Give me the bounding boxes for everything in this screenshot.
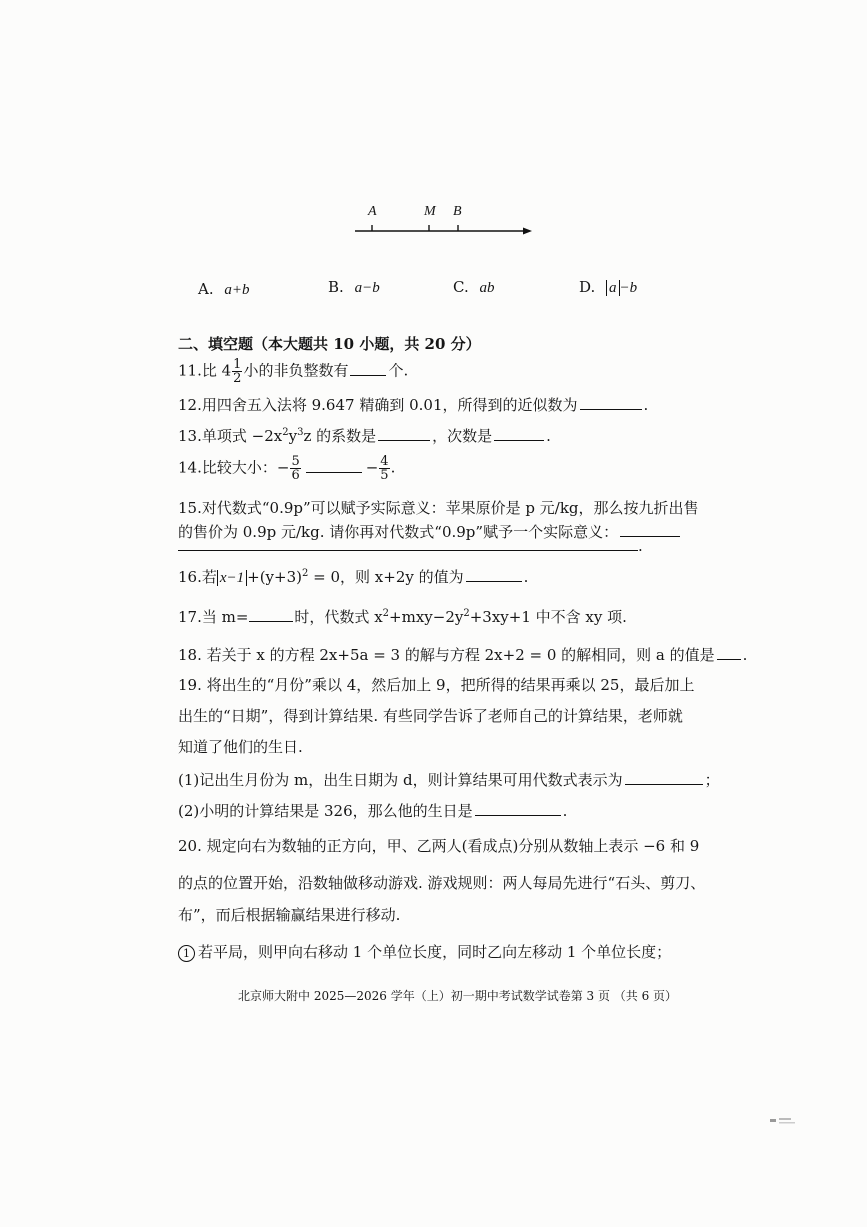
option-d-rest: −b	[619, 280, 638, 296]
option-a	[198, 280, 250, 299]
q19-sub2-end: .	[562, 802, 568, 820]
q16-mid: +(y+3)	[247, 568, 302, 586]
q12-end: .	[643, 396, 649, 414]
point-b-label: B	[453, 204, 462, 219]
question-19-line-2: 出生的“日期”，得到计算结果. 有些同学告诉了老师自己的计算结果，老师就	[178, 707, 683, 725]
point-m-label: M	[424, 204, 436, 219]
q11-end: 个.	[388, 361, 409, 380]
q11-fraction	[232, 358, 242, 385]
q19-sub1-end: ；	[704, 771, 720, 789]
option-a-letter: A.	[198, 280, 214, 298]
point-a-label: A	[368, 204, 377, 219]
option-c	[453, 278, 495, 297]
q16-blank[interactable]	[466, 567, 522, 582]
option-d	[579, 278, 637, 297]
q14-fraction-2	[379, 455, 389, 482]
q16-pre: 16.若	[178, 568, 217, 586]
question-19-sub-2	[178, 801, 567, 820]
question-19-line-1: 19. 将出生的“月份”乘以 4，然后加上 9，把所得的结果再乘以 25，最后加上	[178, 676, 695, 694]
q15-blank-2[interactable]	[178, 536, 638, 551]
q14-minus: −	[365, 458, 379, 477]
option-c-letter: C.	[453, 278, 469, 296]
question-17	[178, 607, 627, 626]
q15-blank-1[interactable]	[620, 522, 680, 537]
q19-sub1-text: (1)记出生月份为 m，出生日期为 d，则计算结果可用代数式表示为	[178, 771, 623, 789]
question-12	[178, 395, 648, 414]
q15-line2-text: 的售价为 0.9p 元/kg. 请你再对代数式“0.9p”赋予一个实际意义：	[178, 523, 619, 541]
number-line-axis	[350, 220, 540, 238]
q11-post: 小的非负整数有	[243, 361, 349, 380]
q14-den-1: 6	[291, 468, 300, 483]
question-19-line-3: 知道了他们的生日.	[178, 738, 303, 756]
q19-blank-2[interactable]	[475, 801, 561, 816]
option-a-expr: a+b	[224, 282, 250, 298]
q17-exp-1: 2	[382, 608, 390, 619]
q11-blank[interactable]	[350, 361, 386, 376]
q16-eq: = 0，则 x+2y 的值为	[308, 568, 464, 586]
section-2-heading: 二、填空题（本大题共 10 小题，共 20 分）	[178, 335, 481, 353]
q18-end: .	[742, 646, 748, 664]
q17-mid: +mxy−2y	[389, 608, 464, 626]
q14-fraction-1	[290, 455, 300, 482]
q13-blank-2[interactable]	[494, 426, 544, 441]
question-20-line-2: 的点的位置开始，沿数轴做移动游戏. 游戏规则：两人每局先进行“石头、剪刀、	[178, 874, 706, 892]
q14-pre: 14.比较大小：−	[178, 458, 290, 477]
question-20-line-3: 布”，而后根据输赢结果进行移动.	[178, 906, 401, 924]
option-d-letter: D.	[579, 278, 596, 296]
question-14	[178, 455, 395, 482]
option-b-expr: a−b	[354, 280, 380, 296]
q13-exp-2: 3	[297, 427, 304, 438]
option-b-letter: B.	[328, 278, 344, 296]
q13-mid: ，次数是	[432, 427, 493, 445]
option-c-expr: ab	[479, 280, 495, 296]
q18-text: 18. 若关于 x 的方程 2x+5a = 3 的解与方程 2x+2 = 0 的解相同，则 a 的值是	[178, 646, 715, 664]
q18-blank[interactable]	[717, 645, 741, 660]
q14-blank[interactable]	[306, 458, 362, 473]
option-d-abs: a	[606, 280, 620, 296]
q14-den-2: 5	[380, 468, 389, 483]
q20-rule1-mark: 1	[178, 945, 195, 962]
question-19-sub-1	[178, 770, 720, 789]
q11-pre: 11.比 4	[178, 361, 232, 380]
page-footer: 北京师大附中 2025—2026 学年（上）初一期中考试数学试卷第 3 页 （共 6 页）	[238, 989, 678, 1003]
q16-abs: x−1	[217, 570, 247, 586]
q14-num-1: 5	[291, 454, 300, 469]
q17-end: +3xy+1 中不含 xy 项.	[469, 608, 627, 626]
question-15-line-3	[178, 536, 643, 555]
question-15-line-1: 15.对代数式“0.9p”可以赋予实际意义：苹果原价是 p 元/kg，那么按九折出售	[178, 499, 699, 517]
q19-blank-1[interactable]	[625, 770, 703, 785]
question-16	[178, 567, 528, 587]
question-20-rule-1	[178, 943, 671, 962]
question-20-line-1: 20. 规定向右为数轴的正方向，甲、乙两人(看成点)分别从数轴上表示 −6 和 9	[178, 837, 700, 855]
question-18	[178, 645, 747, 664]
q17-exp-2: 2	[463, 608, 470, 619]
q13-z: z 的系数是	[303, 427, 377, 445]
q13-blank-1[interactable]	[378, 426, 430, 441]
q14-num-2: 4	[380, 454, 389, 469]
q11-num: 1	[233, 357, 242, 372]
q17-pre: 17.当 m=	[178, 608, 249, 626]
q13-y: y	[288, 427, 298, 445]
q13-end: .	[546, 427, 551, 445]
q20-rule1-text: 若平局，则甲向右移动 1 个单位长度，同时乙向左移动 1 个单位长度；	[198, 943, 672, 961]
q14-end: .	[390, 458, 396, 477]
q13-pre: 13.单项式 −2x	[178, 427, 283, 445]
q19-sub2-text: (2)小明的计算结果是 326，那么他的生日是	[178, 802, 473, 820]
q11-den: 2	[233, 371, 242, 386]
q15-end: .	[638, 537, 643, 555]
question-13	[178, 426, 551, 445]
number-line-figure	[350, 198, 540, 244]
q16-end: .	[523, 568, 529, 586]
q17-blank[interactable]	[249, 607, 293, 622]
option-b	[328, 278, 380, 297]
scan-mark	[770, 1110, 798, 1118]
q16-exp: 2	[302, 568, 309, 579]
q12-blank[interactable]	[580, 395, 642, 410]
q12-text: 12.用四舍五入法将 9.647 精确到 0.01，所得到的近似数为	[178, 396, 578, 414]
q13-exp-1: 2	[282, 427, 289, 438]
q17-post: 时，代数式 x	[294, 608, 383, 626]
question-11	[178, 358, 408, 385]
